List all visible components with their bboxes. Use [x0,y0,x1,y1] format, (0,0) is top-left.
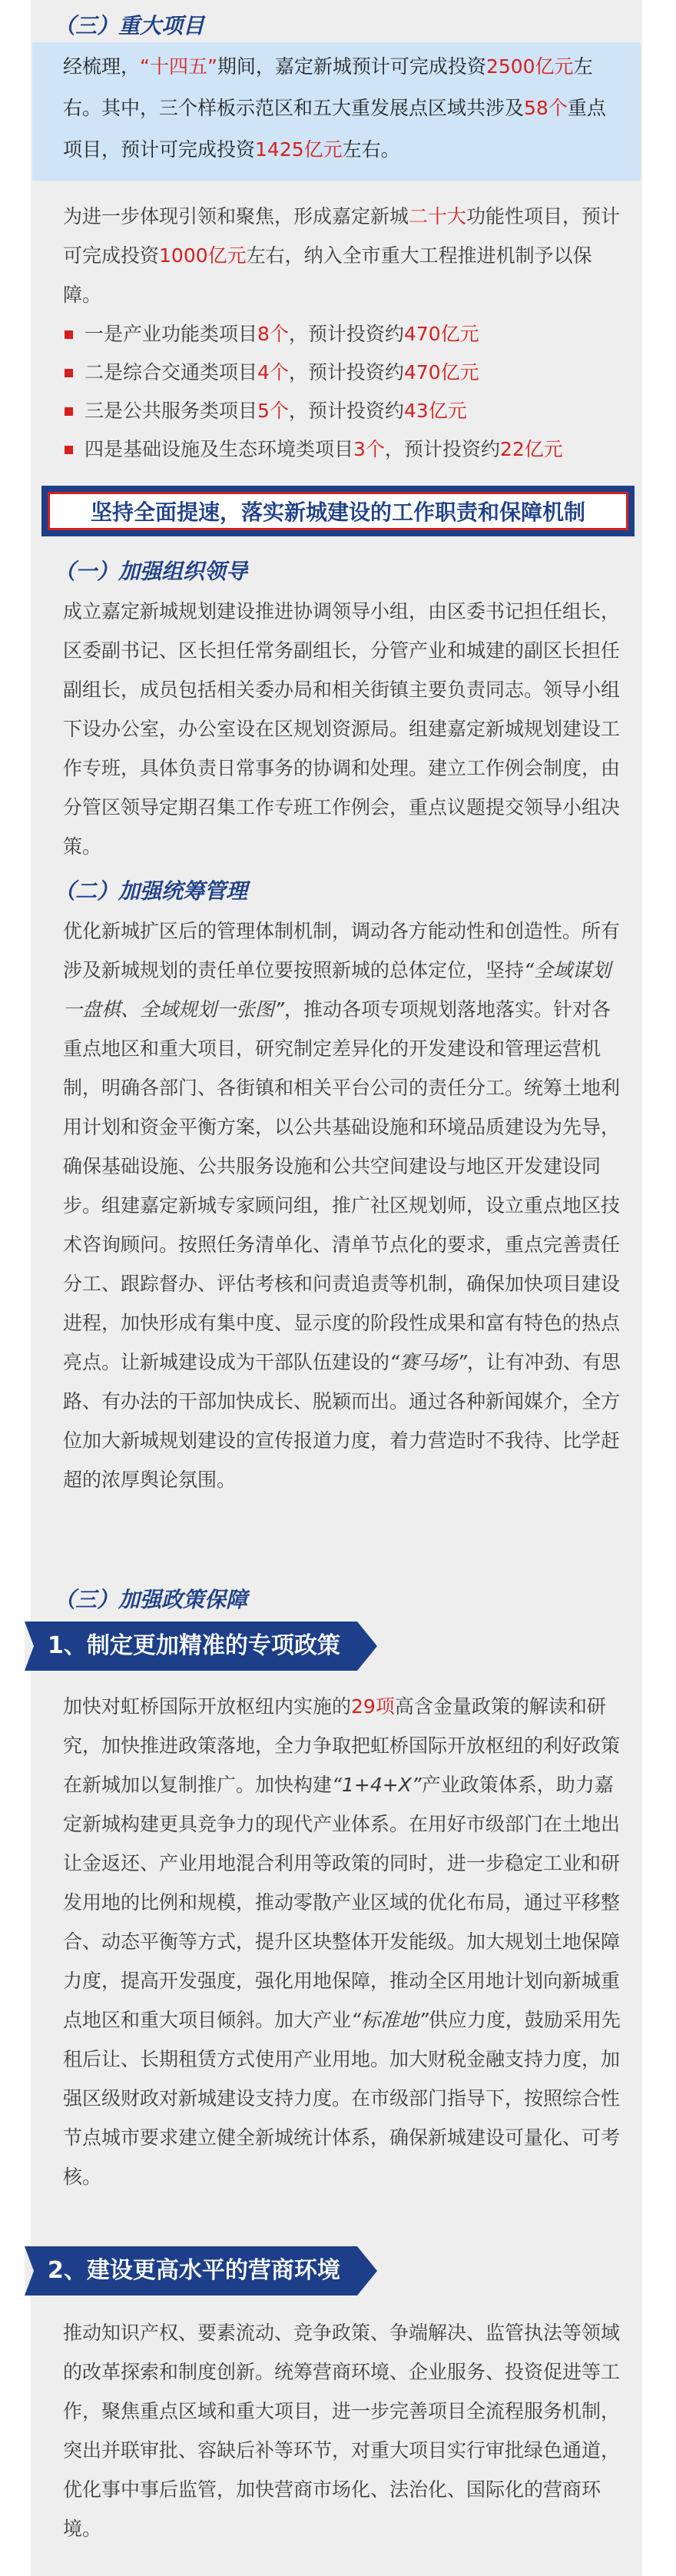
tab-notch [25,1622,34,1671]
policy-tab-2 [25,2246,377,2295]
list-item: 一是产业功能类项目8个，预计投资约470亿元 [63,315,631,354]
coordination-paragraph: 优化新城扩区后的管理体制机制，调动各方能动性和创造性。所有涉及新城规划的责任单位要按照新城的总体定位，坚持“全域谋划一盘棋、全域规划一张图”，推动各项专项规划落地落实。针对各重点地区和重大项目，研究制定差异化的开发建设和管理运营机制，明确各部门、各街镇和相关平台公司的责任分工。统筹土地利用计划和资金平衡方案，以公共基础设施和环境品质建设为先导，确保基础设施、公共服务设施和公共空间建设与地区开发建设同步。组建嘉定新城专家顾问组，推广社区规划师，设立重点地区技术咨询顾问。按照任务清单化、清单节点化的要求，重点完善责任分工、跟踪督办、评估考核和问责追责等机制，确保加快项目建设进程，加快形成有集中度、显示度的阶段性成果和富有特色的热点亮点。让新城建设成为干部队伍建设的“赛马场”，让有冲劲、有思路、有办法的干部加快成长、脱颖而出。通过各种新闻媒介，全方位加大新城规划建设的宣传报道力度，着力营造时不我待、比学赶超的浓厚舆论氛围。 [63,920,621,1491]
list-item: 四是基础设施及生态环境类项目3个，预计投资约22亿元 [63,430,631,469]
tab-arrow [357,1622,377,1671]
list-item: 二是综合交通类项目4个，预计投资约470亿元 [63,354,631,392]
business-environment-paragraph: 推动知识产权、要素流动、竞争政策、争端解决、监管执法等领域的改革探索和制度创新。统筹营商环境、企业服务、投资促进等工作，聚焦重点区域和重大项目，进一步完善项目全流程服务机制，突出并联审批、容缺后补等环节，对重大项目实行审批绿色通道，优化事中事后监管，加快营商市场化、法治化、国际化的营商环境。 [63,2322,621,2540]
section-banner [41,486,635,536]
tab-notch [25,2246,34,2295]
tab-arrow [357,2246,377,2295]
project-category-list [63,315,631,469]
list-item: 三是公共服务类项目5个，预计投资约43亿元 [63,392,631,430]
highlight-paragraph: 经梳理，“十四五”期间，嘉定新城预计可完成投资2500亿元左右。其中，三个样板示范区和五大重发展点区域共涉及58个重点项目，预计可完成投资1425亿元左右。 [63,55,606,161]
key-projects-intro: 为进一步体现引领和聚焦，形成嘉定新城二十大功能性项目，预计可完成投资1000亿元左右，纳入全市重大工程推进机制予以保障。 [63,205,621,306]
policy-tab-1 [25,1622,377,1671]
policy-paragraph: 加快对虹桥国际开放枢纽内实施的29项高含金量政策的解读和研究，加快推进政策落地，全力争取把虹桥国际开放枢纽的利好政策在新城加以复制推广。加快构建“1+4+X”产业政策体系，助力嘉定新城构建更具竞争力的现代产业体系。在用好市级部门在土地出让金返还、产业用地混合利用等政策的同时，进一步稳定工业和研发用地的比例和规模，推动零散产业区域的优化布局，通过平移整合、动态平衡等方式，提升区块整体开发能级。加大规划土地保障力度，提高开发强度，强化用地保障，推动全区用地计划向新城重点地区和重大项目倾斜。加大产业“标准地”供应力度，鼓励采用先租后让、长期租赁方式使用产业用地。加大财税金融支持力度，加强区级财政对新城建设支持力度。在市级部门指导下，按照综合性节点城市要求建立健全新城统计体系，确保新城建设可量化、可考核。 [63,1695,621,2188]
heading-coordination: （二）加强统筹管理 [54,878,248,904]
tab-label: 1、制定更加精准的专项政策 [25,1622,357,1671]
heading-major-projects: （三）重大项目 [54,13,205,38]
tab-label: 2、建设更高水平的营商环境 [25,2246,357,2295]
heading-organization: （一）加强组织领导 [54,559,248,584]
banner-frame [48,492,628,530]
organization-paragraph: 成立嘉定新城规划建设推进协调领导小组，由区委书记担任组长，区委副书记、区长担任常务副组长，分管产业和城建的副区长担任副组长，成员包括相关委办局和相关街镇主要负责同志。领导小组下设办公室，办公室设在区规划资源局。组建嘉定新城规划建设工作专班，具体负责日常事务的协调和处理。建立工作例会制度，由分管区领导定期召集工作专班工作例会，重点议题提交领导小组决策。 [63,600,621,858]
banner-title: 坚持全面提速，落实新城建设的工作职责和保障机制 [90,500,585,525]
heading-policy: （三）加强政策保障 [54,1587,248,1612]
